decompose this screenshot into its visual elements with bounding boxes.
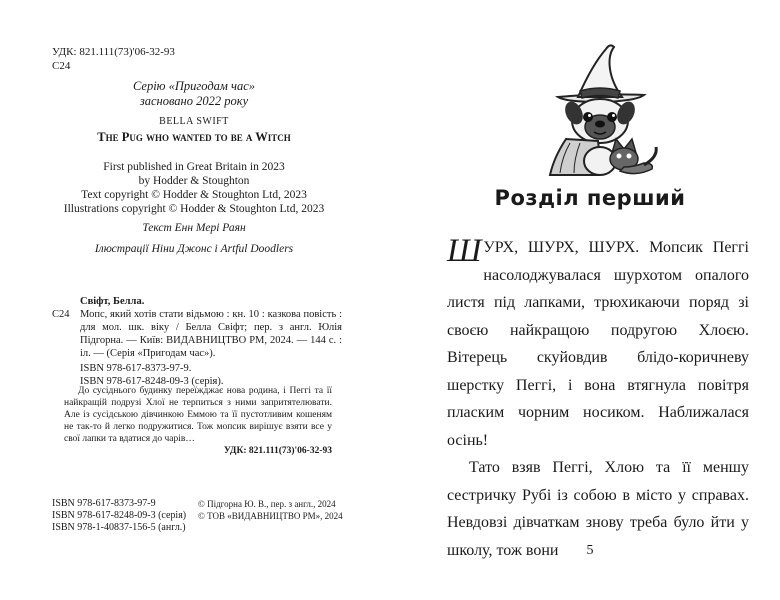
isbn-line: ISBN 978-617-8373-97-9 <box>52 498 156 509</box>
drop-cap: Ш <box>447 233 482 269</box>
copyright-list <box>198 498 343 522</box>
isbn-line: ISBN 978-617-8248-09-3 (серія) <box>52 510 187 521</box>
udk-code-top <box>52 45 175 73</box>
copyright-line: © ТОВ «ВИДАВНИЦТВО РМ», 2024 <box>198 511 343 521</box>
catalog-description: Мопс, який хотів стати відьмою : кн. 10 : казкова повість : для мол. шк. віку / Белла Свіфт; пер. з англ. Юлія Підгорна. — Київ: ВИДАВНИЦТВО РМ, 2024. — 144 с. : іл. — (Серія «Пригодам час»). <box>80 309 342 359</box>
copyright-line: © Підгорна Ю. В., пер. з англ., 2024 <box>198 499 336 509</box>
catalog-record <box>52 295 342 388</box>
annotation: До сусіднього будинку переїжджає нова родина, і Пеггі та її найкращій подрузі Хлої не терпиться з ними запритятелювати. Але із сусідською дівчинкою Еммою та її пустотливим кошеням не так-то й легко подружитися. Тож мопсик вирішує взяти все у свої лапки та вдатися до чарів… <box>64 386 332 444</box>
publication-line: by Hodder & Stoughton <box>138 175 250 187</box>
pug-witch-with-kitten-icon <box>540 35 670 185</box>
paragraph: Тато взяв Пеггі, Хлою та її меншу сестричку Рубі із собою в місто у справах. Невдовзі дівчаткам знову треба було йти у школу, тож вони <box>447 459 749 559</box>
publication-line: Text copyright © Hodder & Stoughton Ltd, 2023 <box>81 189 307 201</box>
udk-line: УДК: 821.111(73)'06-32-93 <box>52 46 175 58</box>
paragraph <box>447 234 749 454</box>
series-note <box>52 79 336 109</box>
story-text <box>447 234 749 564</box>
series-line: Серію «Пригодам час» <box>132 79 256 93</box>
isbn-line: ISBN 978-1-40837-156-5 (англ.) <box>52 522 186 533</box>
publication-line: Illustrations copyright © Hodder & Stoughton Ltd, 2023 <box>63 203 325 215</box>
isbn-list <box>52 498 186 534</box>
original-author: BELLA SWIFT <box>159 116 229 127</box>
page-number: 5 <box>586 543 594 558</box>
catalog-isbn: ISBN 978-617-8373-97-9. <box>80 363 192 374</box>
original-title: The Pug who wanted to be a Witch <box>97 130 291 144</box>
publication-info <box>52 160 336 216</box>
author-mark: С24 <box>52 60 71 72</box>
catalog-isbn: ISBN 978-617-8248-09-3 (серія). <box>80 376 224 387</box>
publication-line: First published in Great Britain in 2023 <box>103 161 285 173</box>
chapter-title: Розділ перший <box>494 186 686 210</box>
text-credit: Текст Енн Мері Раян <box>142 222 246 234</box>
catalog-heading: Свіфт, Белла. <box>80 296 145 307</box>
paragraph-text: УРХ, ШУРХ, ШУРХ. Мопсик Пеггі насолоджувалася шурхотом опалого листя під лапками, трюхикаючи поряд зі своєю найкращою подругою Хлоєю. Вітерець скуйовдив блідо-коричневу шерстку Пеггі, і вона втягнула повітря пласким чорним носиком. Наближалася осінь! <box>447 239 749 449</box>
right-page <box>400 0 780 600</box>
series-line: засновано 2022 року <box>139 94 249 108</box>
catalog-code: С24 <box>52 309 70 320</box>
udk-code-bottom: УДК: 821.111(73)'06-32-93 <box>223 446 332 456</box>
illustrations-credit: Ілюстрації Ніни Джонс і Artful Doodlers <box>94 243 294 255</box>
